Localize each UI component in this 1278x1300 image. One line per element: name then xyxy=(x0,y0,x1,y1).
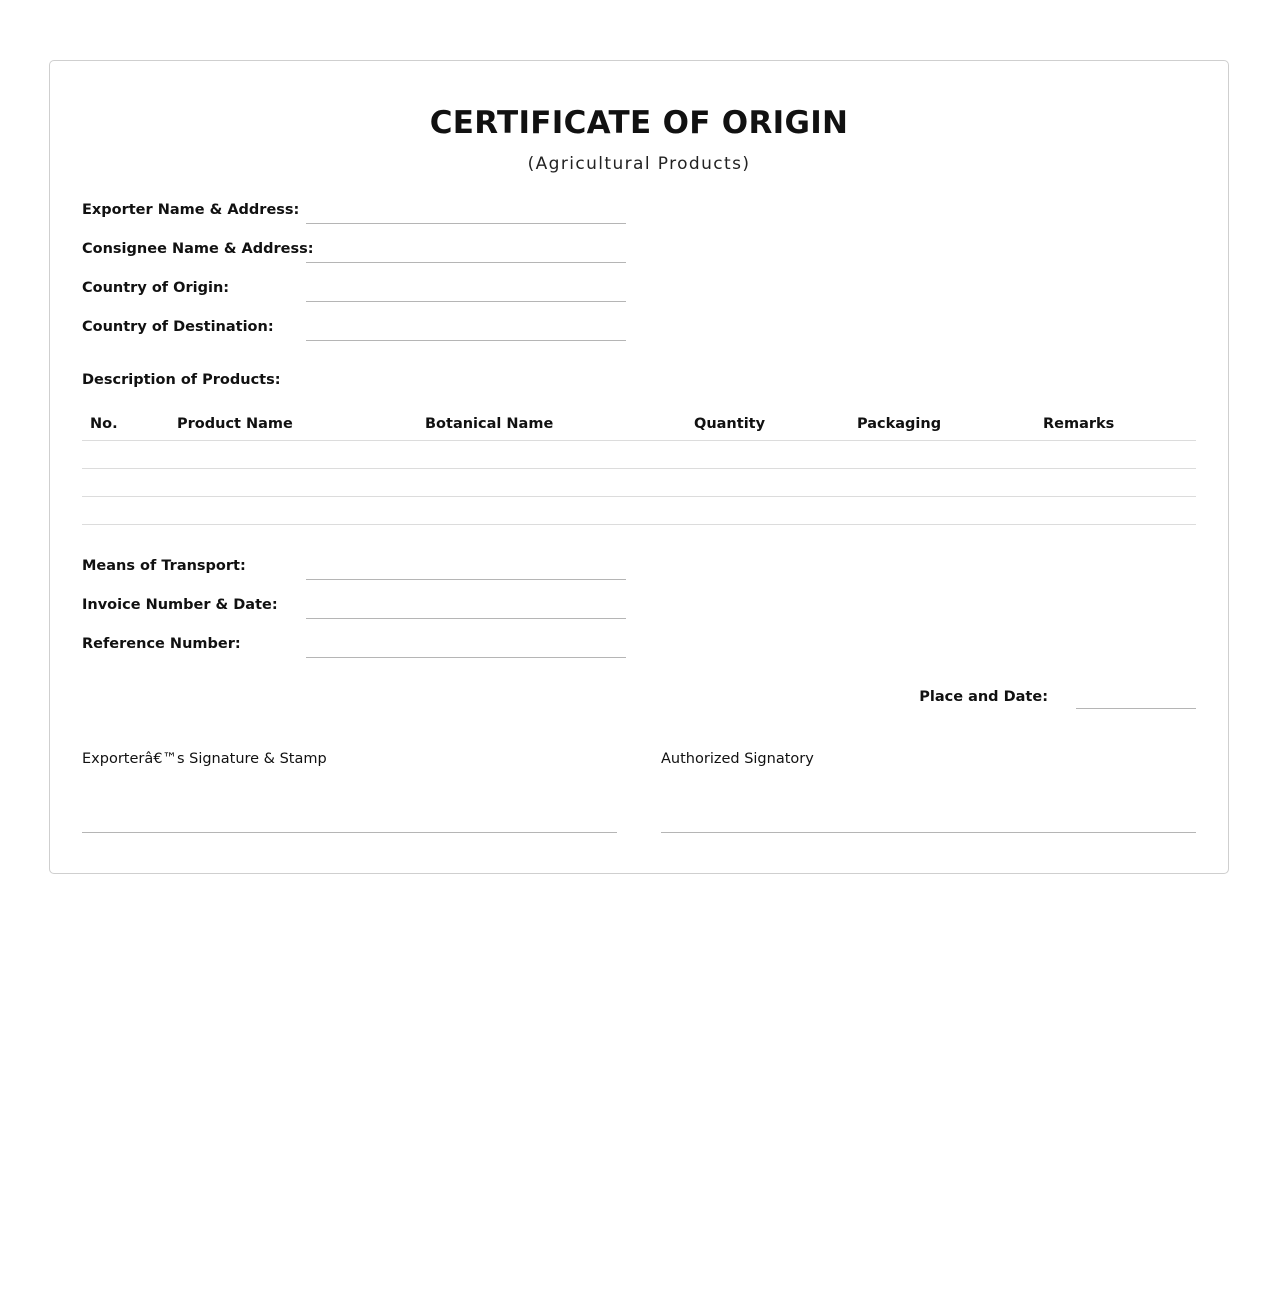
consignee-field[interactable] xyxy=(306,262,626,263)
page-subtitle: (Agricultural Products) xyxy=(527,154,751,174)
exporter-signature-line[interactable] xyxy=(82,832,617,833)
invoice-label: Invoice Number & Date: xyxy=(82,597,278,613)
col-remarks: Remarks xyxy=(1043,416,1115,432)
certificate-card xyxy=(49,60,1229,874)
col-product-name: Product Name xyxy=(177,416,293,432)
consignee-label: Consignee Name & Address: xyxy=(82,241,314,257)
transport-field[interactable] xyxy=(306,579,626,580)
table-header-divider xyxy=(82,440,1196,441)
col-botanical-name: Botanical Name xyxy=(425,416,554,432)
transport-label: Means of Transport: xyxy=(82,558,246,574)
exporter-signature-label: Exporterâ€™s Signature & Stamp xyxy=(82,751,327,767)
col-no: No. xyxy=(90,416,118,432)
origin-label: Country of Origin: xyxy=(82,280,230,296)
col-quantity: Quantity xyxy=(694,416,766,432)
authorized-signatory-label: Authorized Signatory xyxy=(661,751,814,767)
destination-field[interactable] xyxy=(306,340,626,341)
reference-field[interactable] xyxy=(306,657,626,658)
invoice-field[interactable] xyxy=(306,618,626,619)
col-packaging: Packaging xyxy=(857,416,942,432)
products-heading: Description of Products: xyxy=(82,372,281,388)
reference-label: Reference Number: xyxy=(82,636,241,652)
table-row[interactable] xyxy=(82,524,1196,525)
table-row[interactable] xyxy=(82,496,1196,497)
destination-label: Country of Destination: xyxy=(82,319,274,335)
place-date-field[interactable] xyxy=(1076,708,1196,709)
origin-field[interactable] xyxy=(306,301,626,302)
table-row[interactable] xyxy=(82,468,1196,469)
place-date-label: Place and Date: xyxy=(919,689,1048,705)
exporter-label: Exporter Name & Address: xyxy=(82,202,300,218)
exporter-field[interactable] xyxy=(306,223,626,224)
page-title: CERTIFICATE OF ORIGIN xyxy=(429,105,849,141)
authorized-signature-line[interactable] xyxy=(661,832,1196,833)
